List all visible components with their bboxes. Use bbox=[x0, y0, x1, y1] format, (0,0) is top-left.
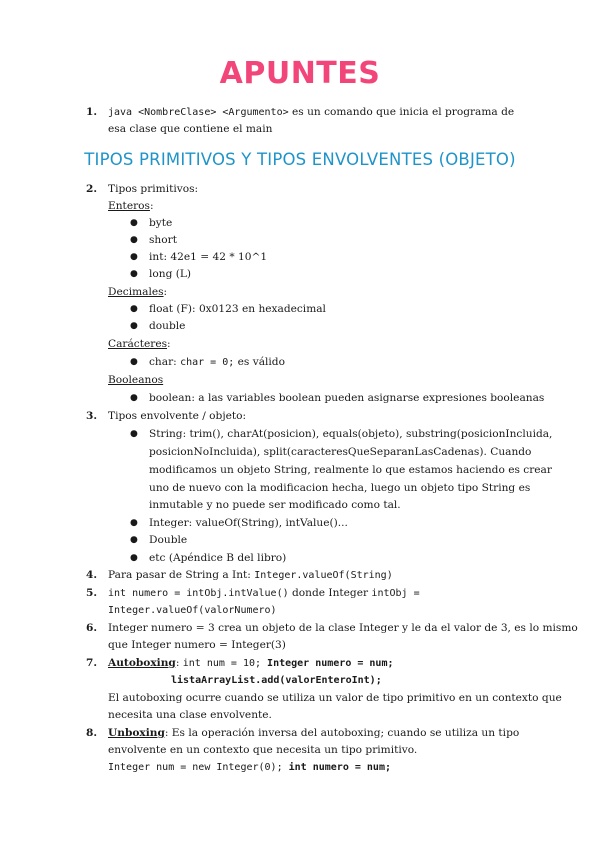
item-5-text: donde Integer bbox=[288, 587, 372, 599]
list-item: byte bbox=[149, 217, 173, 229]
unboxing-code-a: Integer num = new Integer(0); bbox=[108, 762, 283, 773]
autoboxing-colon: : bbox=[175, 657, 183, 669]
item-number-2: 2. bbox=[86, 183, 98, 195]
string-line-4: uno de nuevo con la modificacion hecha, luego un objeto tipo String es bbox=[149, 482, 531, 494]
list-item: Integer: valueOf(String), intValue()... bbox=[149, 517, 348, 529]
string-line-3: modificamos un objeto String, realmente lo que estamos haciendo es crear bbox=[149, 464, 552, 476]
bullet-icon: ● bbox=[130, 535, 138, 545]
item-4-line bbox=[108, 567, 393, 584]
list-item: long (L) bbox=[149, 268, 192, 280]
bullet-icon: ● bbox=[130, 235, 138, 245]
unboxing-code-b: int numero = num; bbox=[282, 762, 391, 773]
enteros-label-line: Enteros: bbox=[108, 200, 154, 212]
char-code: char = 0; bbox=[180, 357, 235, 368]
item-number-8: 8. bbox=[86, 727, 98, 739]
enteros-label: Enteros bbox=[108, 200, 150, 212]
char-item bbox=[149, 354, 285, 371]
decimales-label-line: Decimales: bbox=[108, 286, 168, 298]
item-8-line-1 bbox=[108, 725, 519, 742]
bullet-icon: ● bbox=[130, 321, 138, 331]
bullet-icon: ● bbox=[130, 304, 138, 314]
caracteres-label-line: Carácteres: bbox=[108, 338, 171, 350]
list-item: etc (Apéndice B del libro) bbox=[149, 552, 287, 564]
item-1-line-1 bbox=[108, 104, 514, 121]
item-5-code-b: intObj = bbox=[371, 588, 420, 599]
item-1-text-a: es un comando que inicia el programa de bbox=[288, 106, 515, 118]
string-line-2: posicionNoIncluida), split(caracteresQueSeparanLasCadenas). Cuando bbox=[149, 446, 532, 458]
list-item: int: 42e1 = 42 * 10^1 bbox=[149, 251, 268, 263]
item-8-line-3 bbox=[108, 759, 391, 776]
string-line-1: String: trim(), charAt(posicion), equals(objeto), substring(posicionIncluida, bbox=[149, 428, 553, 440]
item-8-line-2: envolvente en un contexto que necesita un tipo primitivo. bbox=[108, 744, 418, 756]
page-title: APUNTES bbox=[219, 56, 381, 91]
char-text-b: es válido bbox=[234, 356, 285, 368]
bullet-icon: ● bbox=[130, 218, 138, 228]
section-subtitle: TIPOS PRIMITIVOS Y TIPOS ENVOLVENTES (OBJETO) bbox=[84, 150, 516, 169]
bullet-icon: ● bbox=[130, 429, 138, 439]
booleanos-label: Booleanos bbox=[108, 374, 164, 386]
list-item: double bbox=[149, 320, 186, 332]
list-item: Double bbox=[149, 534, 188, 546]
bullet-icon: ● bbox=[130, 269, 138, 279]
list-item: float (F): 0x0123 en hexadecimal bbox=[149, 303, 326, 315]
item-6-line-2: que Integer numero = Integer(3) bbox=[108, 639, 286, 651]
bullet-icon: ● bbox=[130, 518, 138, 528]
wrapper-types-heading: Tipos envolvente / objeto: bbox=[108, 410, 247, 422]
item-7-text-a: El autoboxing ocurre cuando se utiliza un valor de tipo primitivo en un contexto que bbox=[108, 692, 562, 704]
item-6-line-1: Integer numero = 3 crea un objeto de la clase Integer y le da el valor de 3, es lo mismo bbox=[108, 622, 578, 634]
item-1-line-2: esa clase que contiene el main bbox=[108, 123, 273, 135]
char-text-a: char: bbox=[149, 356, 181, 368]
item-5-code-a: int numero = intObj.intValue() bbox=[108, 588, 289, 599]
bullet-icon: ● bbox=[130, 252, 138, 262]
item-4-text: Para pasar de String a Int: bbox=[108, 569, 255, 581]
unboxing-text-a: : Es la operación inversa del autoboxing; cuando se utiliza un tipo bbox=[164, 727, 520, 739]
item-number-1: 1. bbox=[86, 106, 98, 118]
item-number-4: 4. bbox=[86, 569, 98, 581]
bullet-icon: ● bbox=[130, 553, 138, 563]
item-number-5: 5. bbox=[86, 587, 98, 599]
item-7-line-1 bbox=[108, 655, 393, 672]
decimales-label: Decimales bbox=[108, 286, 164, 298]
bullet-icon: ● bbox=[130, 357, 138, 367]
autoboxing-code-a: int num = 10; bbox=[182, 658, 262, 669]
item-5-line-1 bbox=[108, 585, 420, 602]
item-4-code: Integer.valueOf(String) bbox=[254, 570, 393, 581]
item-number-3: 3. bbox=[86, 410, 98, 422]
list-item: boolean: a las variables boolean pueden asignarse expresiones booleanas bbox=[149, 392, 545, 404]
primitive-types-heading: Tipos primitivos: bbox=[108, 183, 199, 195]
item-7-text-b: necesita una clase envolvente. bbox=[108, 709, 272, 721]
autoboxing-code-b: Integer numero = num; bbox=[261, 658, 394, 669]
caracteres-label: Carácteres bbox=[108, 338, 168, 350]
autoboxing-label: Autoboxing bbox=[108, 657, 176, 669]
java-command-code: java <NombreClase> <Argumento> bbox=[108, 107, 289, 118]
item-5-line-2: Integer.valueOf(valorNumero) bbox=[108, 605, 277, 616]
bullet-icon: ● bbox=[130, 393, 138, 403]
unboxing-label: Unboxing bbox=[108, 727, 165, 739]
item-number-7: 7. bbox=[86, 657, 98, 669]
string-line-5: inmutable y no puede ser modificado como tal. bbox=[149, 499, 401, 511]
item-7-code-line: listaArrayList.add(valorEnteroInt); bbox=[171, 675, 382, 686]
item-number-6: 6. bbox=[86, 622, 98, 634]
list-item: short bbox=[149, 234, 177, 246]
